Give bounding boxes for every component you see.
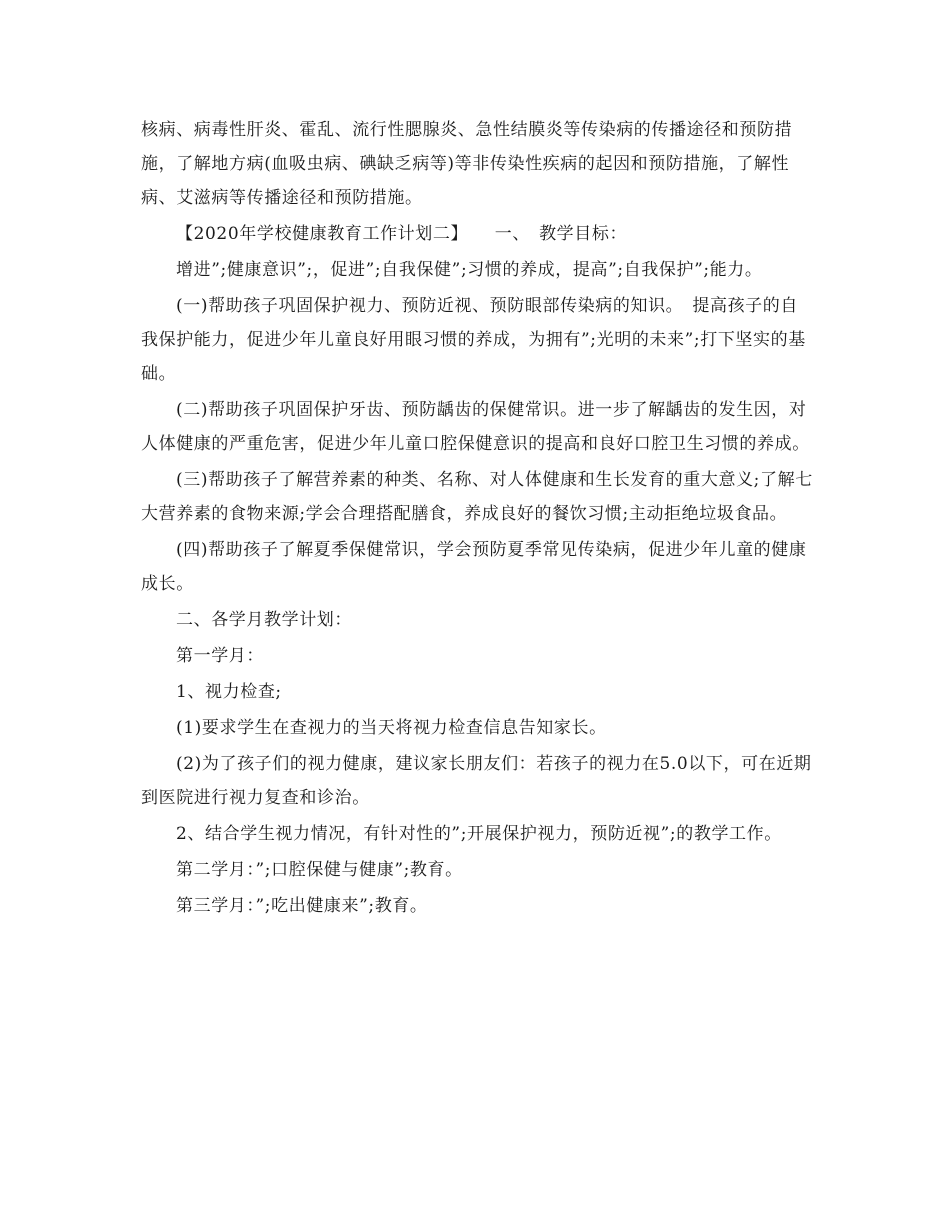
paragraph: (二)帮助孩子巩固保护牙齿、预防龋齿的保健常识。进一步了解龋齿的发生因，对人体健康的严重危害，促进少年儿童口腔保健意识的提高和良好口腔卫生习惯的养成。 bbox=[141, 400, 810, 454]
paragraph: (2)为了孩子们的视力健康，建议家长朋友们：若孩子的视力在5.0以下，可在近期到医院进行视力复查和诊治。 bbox=[141, 754, 812, 808]
paragraph: 增进”;健康意识”;，促进”;自我保健”;习惯的养成，提高”;自我保护”;能力。 bbox=[176, 260, 763, 280]
paragraph: 核病、病毒性肝炎、霍乱、流行性腮腺炎、急性结膜炎等传染病的传播途径和预防措施，了解地方病(血吸虫病、碘缺乏病等)等非传染性疾病的起因和预防措施，了解性病、艾滋病等传播途径和预防措施。 bbox=[141, 120, 793, 208]
paragraph: (三)帮助孩子了解营养素的种类、名称、对人体健康和生长发育的重大意义;了解七大营养素的食物来源;学会合理搭配膳食，养成良好的餐饮习惯;主动拒绝垃圾食品。 bbox=[141, 470, 813, 524]
paragraph: 【2020年学校健康教育工作计划二】 一、 教学目标： bbox=[176, 224, 628, 244]
paragraph: 第一学月： bbox=[176, 646, 264, 666]
paragraph: 第二学月：”;口腔保健与健康”;教育。 bbox=[176, 860, 463, 880]
paragraph: (一)帮助孩子巩固保护视力、预防近视、预防眼部传染病的知识。 提高孩子的自我保护能力，促进少年儿童良好用眼习惯的养成，为拥有”;光明的未来”;打下坚实的基础。 bbox=[141, 296, 806, 384]
paragraph: 二、各学月教学计划： bbox=[176, 610, 352, 630]
document-body bbox=[141, 113, 813, 925]
paragraph: (四)帮助孩子了解夏季保健常识，学会预防夏季常见传染病，促进少年儿童的健康成长。 bbox=[141, 540, 807, 594]
paragraph: (1)要求学生在查视力的当天将视力检查信息告知家长。 bbox=[176, 718, 607, 738]
paragraph: 第三学月：”;吃出健康来”;教育。 bbox=[176, 896, 428, 916]
paragraph: 1、视力检查; bbox=[176, 682, 282, 702]
paragraph: 2、结合学生视力情况，有针对性的”;开展保护视力，预防近视”;的教学工作。 bbox=[176, 824, 782, 844]
